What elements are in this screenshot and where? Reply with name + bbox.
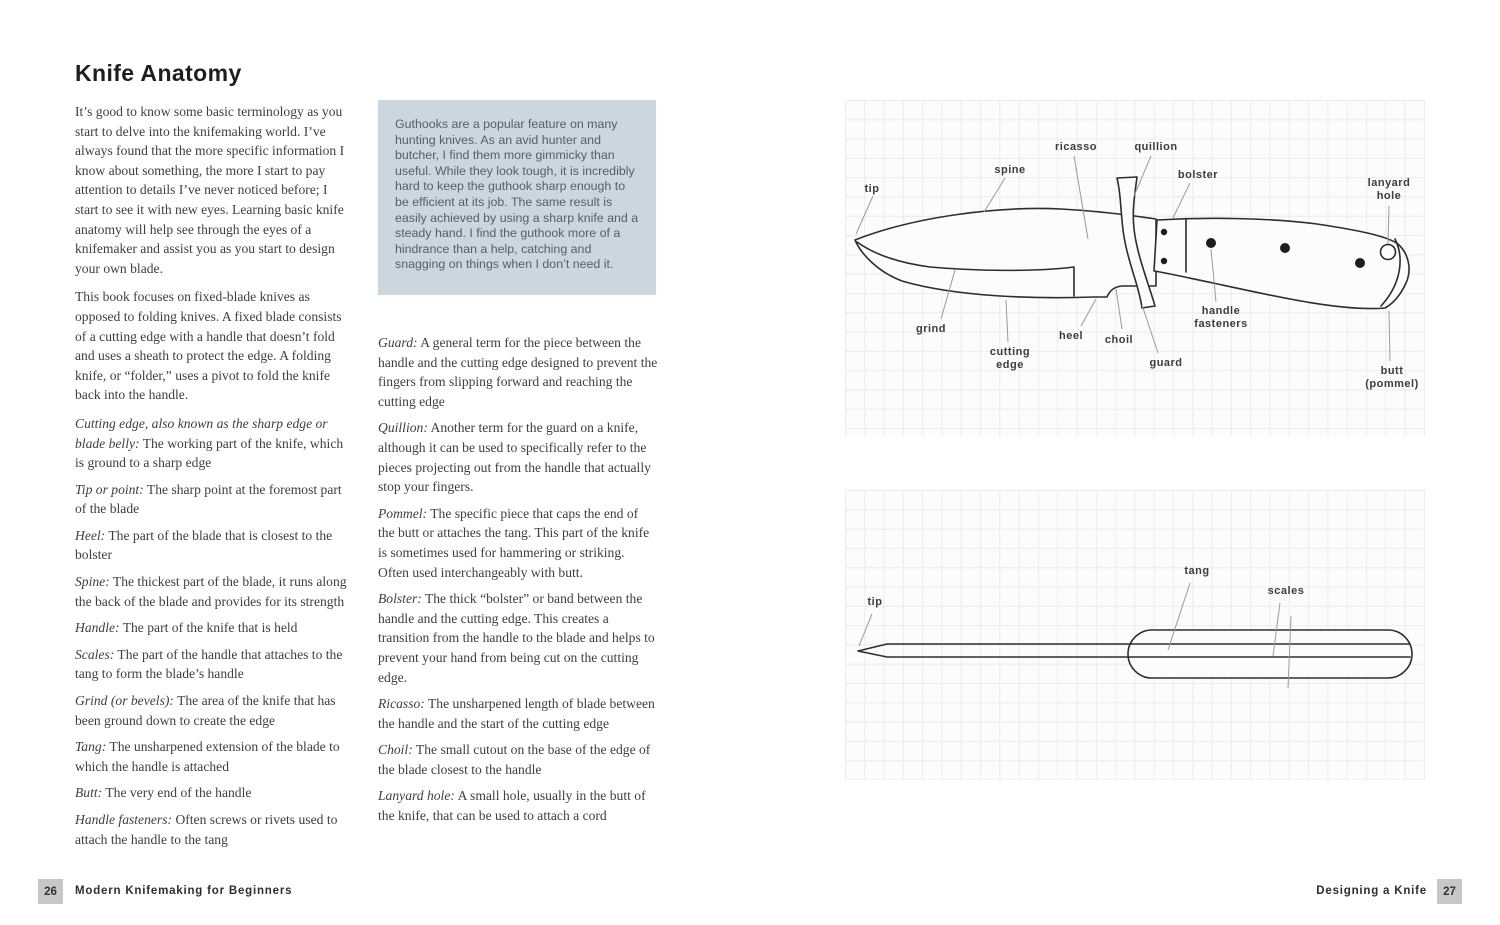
definition bbox=[378, 694, 658, 733]
left-page-number: 26 bbox=[38, 879, 63, 904]
leader-line bbox=[1142, 305, 1158, 353]
middle-column bbox=[378, 333, 658, 833]
definition bbox=[75, 480, 353, 519]
definition bbox=[378, 504, 658, 582]
definition-term: Choil: bbox=[378, 742, 413, 758]
leader-line bbox=[1173, 183, 1190, 218]
label-scales: scales bbox=[1267, 585, 1305, 597]
definition bbox=[75, 783, 353, 803]
knife-top-view-diagram bbox=[845, 490, 1425, 780]
definition-text: The specific piece that caps the end of the butt or attaches the tang. This part of the knife is sometimes used for hammering or striking. Often used interchangeably with butt. bbox=[378, 505, 650, 580]
handle-fastener-dot bbox=[1355, 258, 1365, 268]
handle-fastener-dot bbox=[1280, 243, 1290, 253]
right-running-footer: Designing a Knife bbox=[1316, 885, 1427, 897]
handle-fastener-dot bbox=[1206, 238, 1216, 248]
definition-term: Lanyard hole: bbox=[378, 788, 455, 804]
label-tip: tip bbox=[867, 596, 883, 608]
definition-text: The thick “bolster” or band between the handle and the cutting edge. This creates a transition from the handle to the blade and helps to prevent your hand from being cut on the cutting edge. bbox=[378, 591, 655, 685]
leader-line bbox=[1134, 156, 1151, 196]
label-bolster: bolster bbox=[1177, 169, 1219, 181]
leader-line bbox=[1116, 289, 1122, 329]
definition bbox=[75, 618, 353, 638]
definition-term: Cutting edge, also known as the sharp edge or blade belly: bbox=[75, 415, 328, 451]
definition-text: The part of the knife that is held bbox=[122, 620, 298, 636]
label-handle-fasteners: fasteners bbox=[1194, 318, 1248, 330]
right-page-number: 27 bbox=[1437, 879, 1462, 904]
definition bbox=[75, 645, 353, 684]
definition-term: Handle fasteners: bbox=[75, 812, 173, 827]
left-column bbox=[75, 60, 353, 856]
callout-text: Guthooks are a popular feature on many hunting knives. As an avid hunter and butcher, I find them more gimmicky than useful. While they look tough, it is incredibly hard to keep the guthook sharp enough to be efficient at its job. The same result is easily achieved by using a sharp knife and a steady hand. I find the guthook more of a hindrance than a help, catching and snagging on things when I don’t need it. bbox=[395, 117, 639, 272]
definition-term: Bolster: bbox=[378, 591, 422, 607]
knife-outline bbox=[855, 177, 1409, 309]
leader-line bbox=[1081, 299, 1096, 326]
definition-text: Another term for the guard on a knife, although it can be used to specifically refer to the pieces projecting out from the handle that actually stop your fingers. bbox=[378, 420, 651, 495]
definition-text: The part of the blade that is closest to the bolster bbox=[75, 527, 333, 563]
definition-term: Guard: bbox=[378, 335, 418, 350]
definition-text: The sharp point at the foremost part of the blade bbox=[75, 481, 342, 517]
label-spine: spine bbox=[994, 164, 1026, 176]
leader-line bbox=[1006, 300, 1008, 342]
leader-line bbox=[984, 178, 1005, 212]
definition-text: The unsharpened length of blade between the handle and the start of the cutting edge bbox=[378, 696, 655, 731]
definition-text: The unsharpened extension of the blade to which the handle is attached bbox=[75, 739, 340, 774]
definition-term: Quillion: bbox=[378, 420, 428, 436]
bolster-fastener-dot bbox=[1161, 258, 1167, 264]
definition-term: Handle: bbox=[75, 620, 120, 636]
definition bbox=[75, 691, 353, 730]
definition-term: Pommel: bbox=[378, 505, 428, 521]
label-ricasso: ricasso bbox=[1054, 141, 1098, 153]
definition bbox=[75, 526, 353, 565]
label-choil: choil bbox=[1104, 334, 1134, 346]
label-quillion: quillion bbox=[1134, 141, 1178, 153]
definition bbox=[75, 737, 353, 776]
definition-text: The small cutout on the base of the edge of the blade closest to the handle bbox=[378, 742, 651, 777]
definition-text: The working part of the knife, which is ground to a sharp edge bbox=[75, 435, 344, 471]
definition-text: The part of the handle that attaches to the tang to form the blade’s handle bbox=[75, 646, 343, 682]
definition-term: Scales: bbox=[75, 646, 115, 662]
definition-text: A general term for the piece between the handle and the cutting edge designed to prevent the fingers from slipping forward and reaching the cutting edge bbox=[378, 335, 658, 409]
definition-text: The thickest part of the blade, it runs along the back of the blade and provides for its strength bbox=[75, 574, 347, 609]
label-butt-pommel: (pommel) bbox=[1365, 378, 1419, 390]
intro-paragraph: This book focuses on fixed-blade knives as opposed to folding knives. A fixed blade consists of a cutting edge with a handle that doesn’t fold and uses a sheath to protect the edge. A folding knife, or “folder,” uses a pivot to fold the knife back into the handle. bbox=[75, 289, 342, 403]
label-cutting-edge: edge bbox=[996, 359, 1024, 371]
definition-term: Tip or point: bbox=[75, 481, 144, 497]
definition-term: Spine: bbox=[75, 574, 110, 590]
label-butt-pommel: butt bbox=[1380, 365, 1404, 377]
left-running-footer: Modern Knifemaking for Beginners bbox=[75, 885, 293, 897]
definition bbox=[378, 333, 658, 411]
leader-line bbox=[1388, 206, 1389, 244]
label-tang: tang bbox=[1184, 565, 1210, 577]
label-grind: grind bbox=[916, 323, 946, 335]
leader-line bbox=[859, 614, 872, 646]
definition bbox=[378, 589, 658, 687]
leader-line bbox=[1389, 311, 1390, 361]
label-cutting-edge: cutting bbox=[989, 346, 1031, 358]
definition-text: The very end of the handle bbox=[105, 785, 252, 801]
page-title: Knife Anatomy bbox=[75, 60, 242, 86]
definition bbox=[75, 414, 353, 473]
knife-top-view-drawing bbox=[845, 490, 1425, 780]
label-lanyard-hole: hole bbox=[1376, 190, 1402, 202]
handle-outline bbox=[1154, 218, 1409, 308]
definition-text: A small hole, usually in the butt of the knife, that can be used to attach a cord bbox=[378, 788, 646, 824]
definition bbox=[75, 572, 353, 611]
definition bbox=[378, 786, 658, 825]
label-tip: tip bbox=[864, 183, 880, 195]
label-handle-fasteners: handle bbox=[1201, 305, 1241, 317]
knife-side-profile-diagram bbox=[845, 100, 1425, 436]
definition-text: Often screws or rivets used to attach the handle to the tang bbox=[75, 812, 338, 847]
intro-paragraph: It’s good to know some basic terminology as you start to delve into the knifemaking world. I’ve always found that the more specific information I know about something, the more I start to pay attention to details I’ve never noticed before; I start to see it with new eyes. Learning basic knife anatomy will help see through the eyes of a knifemaker and assist you as you start to design your own blade. bbox=[75, 104, 345, 276]
definition-term: Tang: bbox=[75, 739, 107, 755]
definition-term: Butt: bbox=[75, 785, 103, 801]
definition-term: Heel: bbox=[75, 527, 106, 543]
knife-side-profile-drawing bbox=[845, 100, 1425, 436]
label-guard: guard bbox=[1149, 357, 1183, 369]
label-lanyard-hole: lanyard bbox=[1367, 177, 1411, 189]
leader-line bbox=[856, 196, 873, 234]
blade-outline bbox=[855, 209, 1156, 298]
callout-box bbox=[378, 100, 656, 295]
definition-text: The area of the knife that has been ground down to create the edge bbox=[75, 693, 336, 728]
definition-term: Ricasso: bbox=[378, 696, 425, 712]
definition bbox=[75, 810, 353, 849]
scales-outline bbox=[1128, 630, 1412, 678]
definition-term: Grind (or bevels): bbox=[75, 693, 174, 709]
definition bbox=[378, 418, 658, 496]
bolster-fastener-dot bbox=[1161, 229, 1167, 235]
definition bbox=[378, 740, 658, 779]
label-heel: heel bbox=[1058, 330, 1084, 342]
diagram-labels bbox=[868, 565, 1305, 608]
knife-outline bbox=[858, 630, 1412, 678]
